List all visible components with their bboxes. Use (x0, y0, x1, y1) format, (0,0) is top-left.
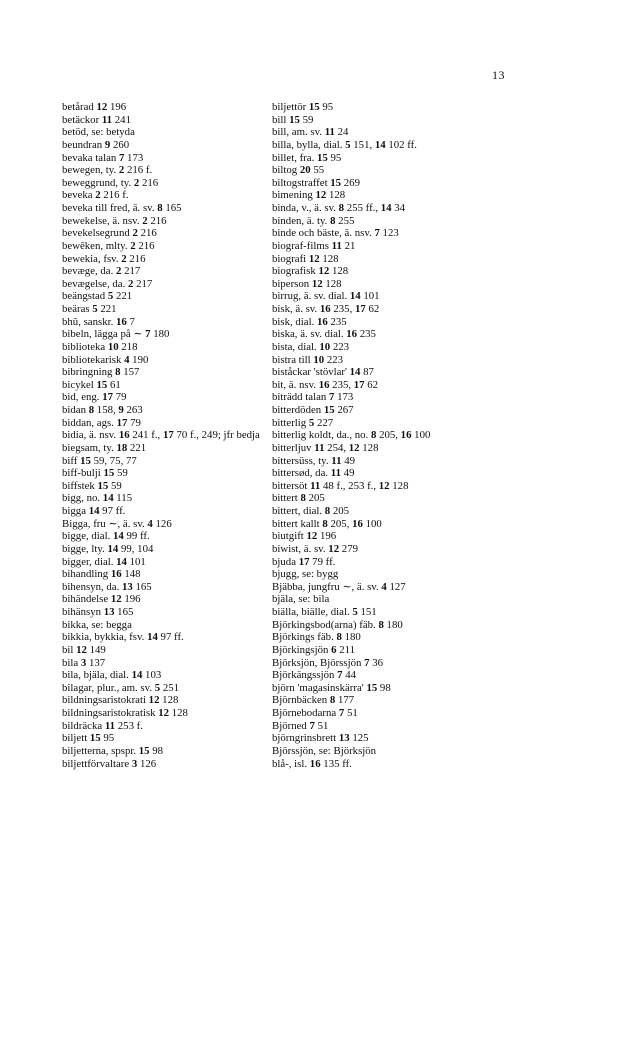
index-entry: betårad 12 196 (62, 101, 127, 113)
index-entry: biälla, biälle, dial. 5 151 (272, 606, 377, 618)
index-entry: biutgift 12 196 (272, 530, 337, 543)
index-entry: bigga 14 97 ff. (62, 505, 126, 517)
index-entry: betöd, se: betyda (62, 126, 135, 139)
index-entry: biegsam, ty. 18 221 (62, 441, 147, 454)
index-entry: betäckor 11 241 (62, 113, 131, 126)
index-entry: Björkingsjön 6 211 (272, 643, 355, 656)
index-entry: biljetterna, spspr. 15 98 (62, 744, 164, 757)
index-entry: binden, ä. ty. 8 255 (272, 214, 355, 227)
index-entry: bibliotekarisk 4 190 (62, 353, 149, 366)
index-entry: Björned 7 51 (272, 719, 329, 732)
index-entry: biska, ä. sv. dial. 16 235 (272, 328, 376, 341)
index-entry: biddan, ags. 17 79 (62, 416, 141, 429)
index-entry: bewegen, ty. 2 216 f. (62, 164, 153, 177)
index-entry: bitterdöden 15 267 (272, 404, 354, 416)
index-entry: bittersüss, ty. 11 49 (272, 454, 355, 467)
index-entry: bigg, no. 14 115 (62, 492, 133, 505)
index-entry: billet, fra. 15 95 (272, 151, 342, 164)
index-entry: bildningsaristokratisk 12 128 (62, 707, 188, 719)
index-entry: biljett 15 95 (62, 732, 115, 745)
index-entry: bisk, dial. 16 235 (272, 315, 347, 328)
index-entry: Bjäbba, jungfru ∼, ä. sv. 4 127 (272, 580, 406, 593)
index-entry: biltogstraffet 15 269 (272, 176, 360, 189)
index-entry: Björnbäcken 8 177 (272, 694, 355, 707)
index-entry: billa, bylla, dial. 5 151, 14 102 ff. (272, 138, 417, 151)
index-entry: beveka till fred, ä. sv. 8 165 (62, 202, 182, 214)
index-entry: biträdd talan 7 173 (272, 391, 354, 404)
index-entry: bista, dial. 10 223 (272, 340, 350, 353)
index-entry: biblioteka 10 218 (62, 340, 138, 353)
index-entry: bilagar, plur., am. sv. 5 251 (62, 681, 180, 694)
index-entry: binde och bäste, ä. nsv. 7 123 (272, 227, 399, 240)
index-entry: bill 15 59 (272, 113, 314, 126)
index-entry: beveka 2 216 f. (62, 189, 129, 202)
index-entry: bikka, se: begga (62, 618, 132, 631)
index-entry: biografi 12 128 (272, 252, 339, 265)
index-entry: bill, am. sv. 11 24 (272, 126, 349, 139)
index-entry: Björkingsbod(arna) fäb. 8 180 (272, 618, 403, 631)
index-column-right (272, 101, 522, 770)
index-entry: bibeln, lägga på ∼ 7 180 (62, 328, 170, 341)
index-entry: bil 12 149 (62, 643, 106, 656)
index-entry: bit, ä. nsv. 16 235, 17 62 (272, 378, 379, 391)
index-entry: bevægelse, da. 2 217 (62, 277, 153, 290)
index-entry: blå-, isl. 16 135 ff. (272, 757, 352, 770)
index-entry: binda, v., ä. sv. 8 255 ff., 14 34 (272, 202, 406, 214)
index-entry: bhû, sanskr. 16 7 (62, 315, 135, 328)
index-entry: bistra till 10 223 (272, 353, 344, 366)
index-entry: biff 15 59, 75, 77 (62, 454, 137, 467)
index-entry: bewekelse, ä. nsv. 2 216 (62, 214, 167, 227)
index-entry: biståckar 'stövlar' 14 87 (272, 366, 374, 379)
index-entry: bittert 8 205 (272, 492, 325, 505)
index-entry: bisk, ä. sv. 16 235, 17 62 (272, 303, 380, 315)
page-number: 13 (492, 68, 505, 82)
index-entry: biperson 12 128 (272, 277, 342, 290)
index-entry: Björkings fäb. 8 180 (272, 631, 361, 644)
index-entry: bittersöt 11 48 f., 253 f., 12 128 (272, 479, 409, 492)
index-entry: björn 'magasinskärra' 15 98 (272, 681, 391, 694)
index-entry: bidia, ä. nsv. 16 241 f., 17 70 f., 249; jfr bedja (62, 429, 260, 442)
index-entry: bila 3 137 (62, 656, 106, 669)
index-entry: Björksjön, Björssjön 7 36 (272, 656, 383, 669)
index-entry: bevekelsegrund 2 216 (62, 227, 157, 240)
index-entry: beängstad 5 221 (62, 290, 133, 303)
index-entry: bid, eng. 17 79 (62, 391, 127, 404)
index-entry: bittersød, da. 11 49 (272, 467, 355, 480)
index-entry: bihandling 16 148 (62, 568, 141, 581)
index-entry: bibringning 8 157 (62, 366, 140, 379)
index-entry: biwist, ä. sv. 12 279 (272, 542, 358, 555)
index-entry: beweggrund, ty. 2 216 (62, 176, 159, 189)
index-entry: bigge, dial. 14 99 ff. (62, 530, 150, 543)
index-entry: Björnebodarna 7 51 (272, 707, 358, 719)
index-entry: biograf-films 11 21 (272, 239, 356, 252)
index-entry: bitterlig 5 227 (272, 416, 334, 429)
index-entry: bevæge, da. 2 217 (62, 265, 141, 278)
index-entry: bjuda 17 79 ff. (272, 555, 336, 568)
index-entry: bigge, lty. 14 99, 104 (62, 542, 154, 555)
index-entry: biffstek 15 59 (62, 479, 122, 492)
index-entry: Björkängssjön 7 44 (272, 669, 356, 682)
index-entry: bevaka talan 7 173 (62, 151, 144, 164)
index-entry: björngrinsbrett 13 125 (272, 732, 369, 745)
index-entry: biljettförvaltare 3 126 (62, 757, 157, 770)
index-entry: bicykel 15 61 (62, 378, 121, 391)
index-entry: beundran 9 260 (62, 138, 130, 151)
index-entry: Björssjön, se: Björksjön (272, 744, 377, 757)
index-entry: biografisk 12 128 (272, 265, 349, 278)
index-entry: biff-bulji 15 59 (62, 467, 128, 480)
index-entry: bila, bjäla, dial. 14 103 (62, 669, 162, 682)
index-entry: bewêken, mlty. 2 216 (62, 239, 155, 252)
index-entry: bihensyn, da. 13 165 (62, 580, 152, 593)
index-entry: bildningsaristokrati 12 128 (62, 694, 179, 707)
index-entry: biltog 20 55 (272, 164, 325, 177)
index-entry: bitterljuv 11 254, 12 128 (272, 441, 379, 454)
index-entry: Bigga, fru ∼, ä. sv. 4 126 (62, 517, 172, 530)
index-entry: bimening 12 128 (272, 189, 346, 202)
index-entry: beäras 5 221 (62, 303, 117, 315)
index-entry: bjugg, se: bygg (272, 568, 339, 581)
index-entry: bihänsyn 13 165 (62, 606, 134, 618)
index-entry: bewekia, fsv. 2 216 (62, 252, 146, 265)
index-column-left (62, 101, 272, 770)
index-entry: biljettör 15 95 (272, 101, 334, 113)
index-entry: bjäla, se: bila (272, 593, 330, 606)
index-entry: birrug, ä. sv. dial. 14 101 (272, 290, 380, 303)
index-entry: bittert kallt 8 205, 16 100 (272, 517, 382, 530)
index-entry: bidan 8 158, 9 263 (62, 404, 143, 416)
index-entry: bigger, dial. 14 101 (62, 555, 146, 568)
index-entry: bihändelse 12 196 (62, 593, 141, 606)
index-entry: bildräcka 11 253 f. (62, 719, 143, 732)
index-entry: bittert, dial. 8 205 (272, 505, 350, 517)
index-entry: bitterlig koldt, da., no. 8 205, 16 100 (272, 429, 431, 442)
index-entry: bikkia, bykkia, fsv. 14 97 ff. (62, 631, 184, 644)
